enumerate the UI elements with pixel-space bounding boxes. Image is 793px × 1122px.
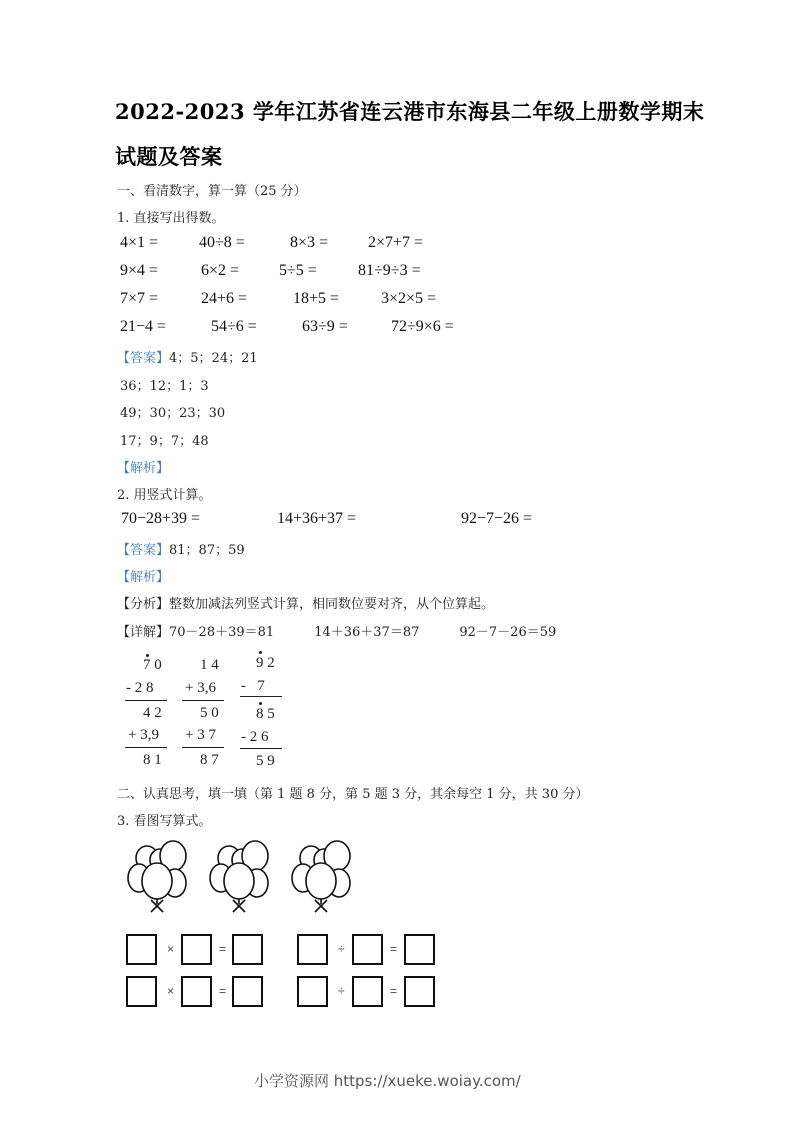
footer-watermark: 小学资源网 https://xueke.woiay.com/ [254, 1072, 521, 1090]
q2-prompt: 2. 用竖式计算。 [117, 488, 212, 503]
q1-item: 18+5 = [293, 290, 340, 307]
answer-box[interactable] [232, 976, 263, 1007]
answer-box[interactable] [181, 934, 212, 965]
q2-detail-line [117, 621, 556, 640]
divider-line [125, 747, 167, 748]
vertical-row: - 2 6 [241, 729, 269, 745]
answer-box[interactable] [126, 976, 157, 1007]
divider-line [182, 700, 224, 701]
vertical-row: + 3 7 [185, 727, 216, 743]
q1-item: 81÷9÷3 = [358, 262, 421, 279]
divider-line [125, 700, 167, 701]
q1-item: 6×2 = [201, 262, 240, 279]
q3-prompt: 3. 看图写算式。 [117, 814, 212, 829]
multiply-sign: × [167, 984, 175, 998]
vertical-row: + 3,9 [128, 727, 159, 743]
answer-label: 【答案】 [117, 543, 170, 558]
q2-analysis-label: 【解析】 [117, 570, 170, 585]
divider-line [182, 747, 224, 748]
answer-box[interactable] [232, 934, 263, 965]
equals-sign: = [390, 942, 398, 956]
document-title-line1: 2022-2023 学年江苏省连云港市东海县二年级上册数学期末 [115, 99, 705, 124]
equals-sign: = [390, 984, 398, 998]
q1-item: 2×7+7 = [368, 234, 424, 251]
q2-problem: 70−28+39 = [121, 510, 201, 527]
q1-answer-line: 17；9；7；48 [120, 434, 209, 449]
answer-value: 4；5；24；21 [169, 351, 258, 366]
vertical-row: + 3,6 [185, 680, 216, 696]
equals-sign: = [219, 942, 227, 956]
q2-problem: 14+36+37 = [277, 510, 357, 527]
q1-answer-line: 36；12；1；3 [120, 379, 209, 394]
balloons-illustration [122, 838, 372, 916]
detail-item: 70－28＋39＝81 [169, 625, 275, 640]
vertical-row: - 7 [241, 678, 265, 694]
answer-box[interactable] [352, 976, 383, 1007]
answer-box[interactable] [404, 934, 435, 965]
divider-line [240, 748, 282, 749]
divide-sign: ÷ [338, 942, 345, 956]
vertical-row: 7 0 [143, 657, 162, 673]
q1-item: 21−4 = [120, 318, 167, 335]
q1-item: 5÷5 = [279, 262, 317, 279]
vertical-row: 8 7 [200, 752, 219, 768]
document-title-line2: 试题及答案 [115, 144, 223, 169]
q2-analysis: 【分析】整数加减法列竖式计算，相同数位要对齐，从个位算起。 [117, 597, 495, 612]
balloon-bunch-icon [128, 841, 186, 912]
divider-line [240, 696, 282, 697]
q2-answer-line [117, 539, 245, 558]
vertical-row: 5 9 [256, 753, 275, 769]
q1-item: 72÷9×6 = [391, 318, 454, 335]
answer-box[interactable] [297, 976, 328, 1007]
section2-heading: 二、认真思考，填一填（第 1 题 8 分，第 5 题 3 分，其余每空 1 分，共 30 分） [117, 787, 589, 802]
q1-item: 7×7 = [120, 290, 159, 307]
vertical-row: 4 2 [143, 705, 162, 721]
detail-item: 92－7－26＝59 [459, 625, 557, 640]
q1-prompt: 1. 直接写出得数。 [117, 211, 225, 226]
balloon-bunch-icon [210, 841, 268, 912]
q1-answer-line [117, 347, 258, 366]
vertical-row: 8 5 [256, 706, 275, 722]
q1-answer-line: 49；30；23；30 [120, 406, 226, 421]
answer-box[interactable] [181, 976, 212, 1007]
q1-item: 8×3 = [290, 234, 329, 251]
detail-item: 14＋36＋37＝87 [314, 625, 420, 640]
q1-item: 3×2×5 = [381, 290, 437, 307]
vertical-row: 8 1 [143, 752, 162, 768]
equals-sign: = [219, 984, 227, 998]
vertical-row: - 2 8 [126, 680, 154, 696]
answer-box[interactable] [126, 934, 157, 965]
answer-box[interactable] [404, 976, 435, 1007]
detail-label: 【详解】 [117, 625, 170, 640]
vertical-row: 9 2 [256, 655, 275, 671]
multiply-sign: × [167, 942, 175, 956]
vertical-row: 5 0 [200, 705, 219, 721]
vertical-row: 1 4 [200, 657, 219, 673]
answer-box[interactable] [297, 934, 328, 965]
q1-item: 63÷9 = [302, 318, 348, 335]
q1-item: 40÷8 = [199, 234, 245, 251]
q1-analysis-label: 【解析】 [117, 461, 170, 476]
q2-problem: 92−7−26 = [461, 510, 533, 527]
balloon-bunch-icon [292, 841, 350, 912]
answer-value: 81；87；59 [169, 543, 245, 558]
q1-item: 9×4 = [120, 262, 159, 279]
q1-item: 4×1 = [120, 234, 159, 251]
answer-label: 【答案】 [117, 351, 170, 366]
divide-sign: ÷ [338, 984, 345, 998]
q1-item: 54÷6 = [211, 318, 257, 335]
section1-heading: 一、看清数字，算一算（25 分） [117, 184, 307, 199]
borrow-dot [259, 702, 262, 705]
borrow-dot [259, 651, 262, 654]
q1-item: 24+6 = [201, 290, 248, 307]
answer-box[interactable] [352, 934, 383, 965]
